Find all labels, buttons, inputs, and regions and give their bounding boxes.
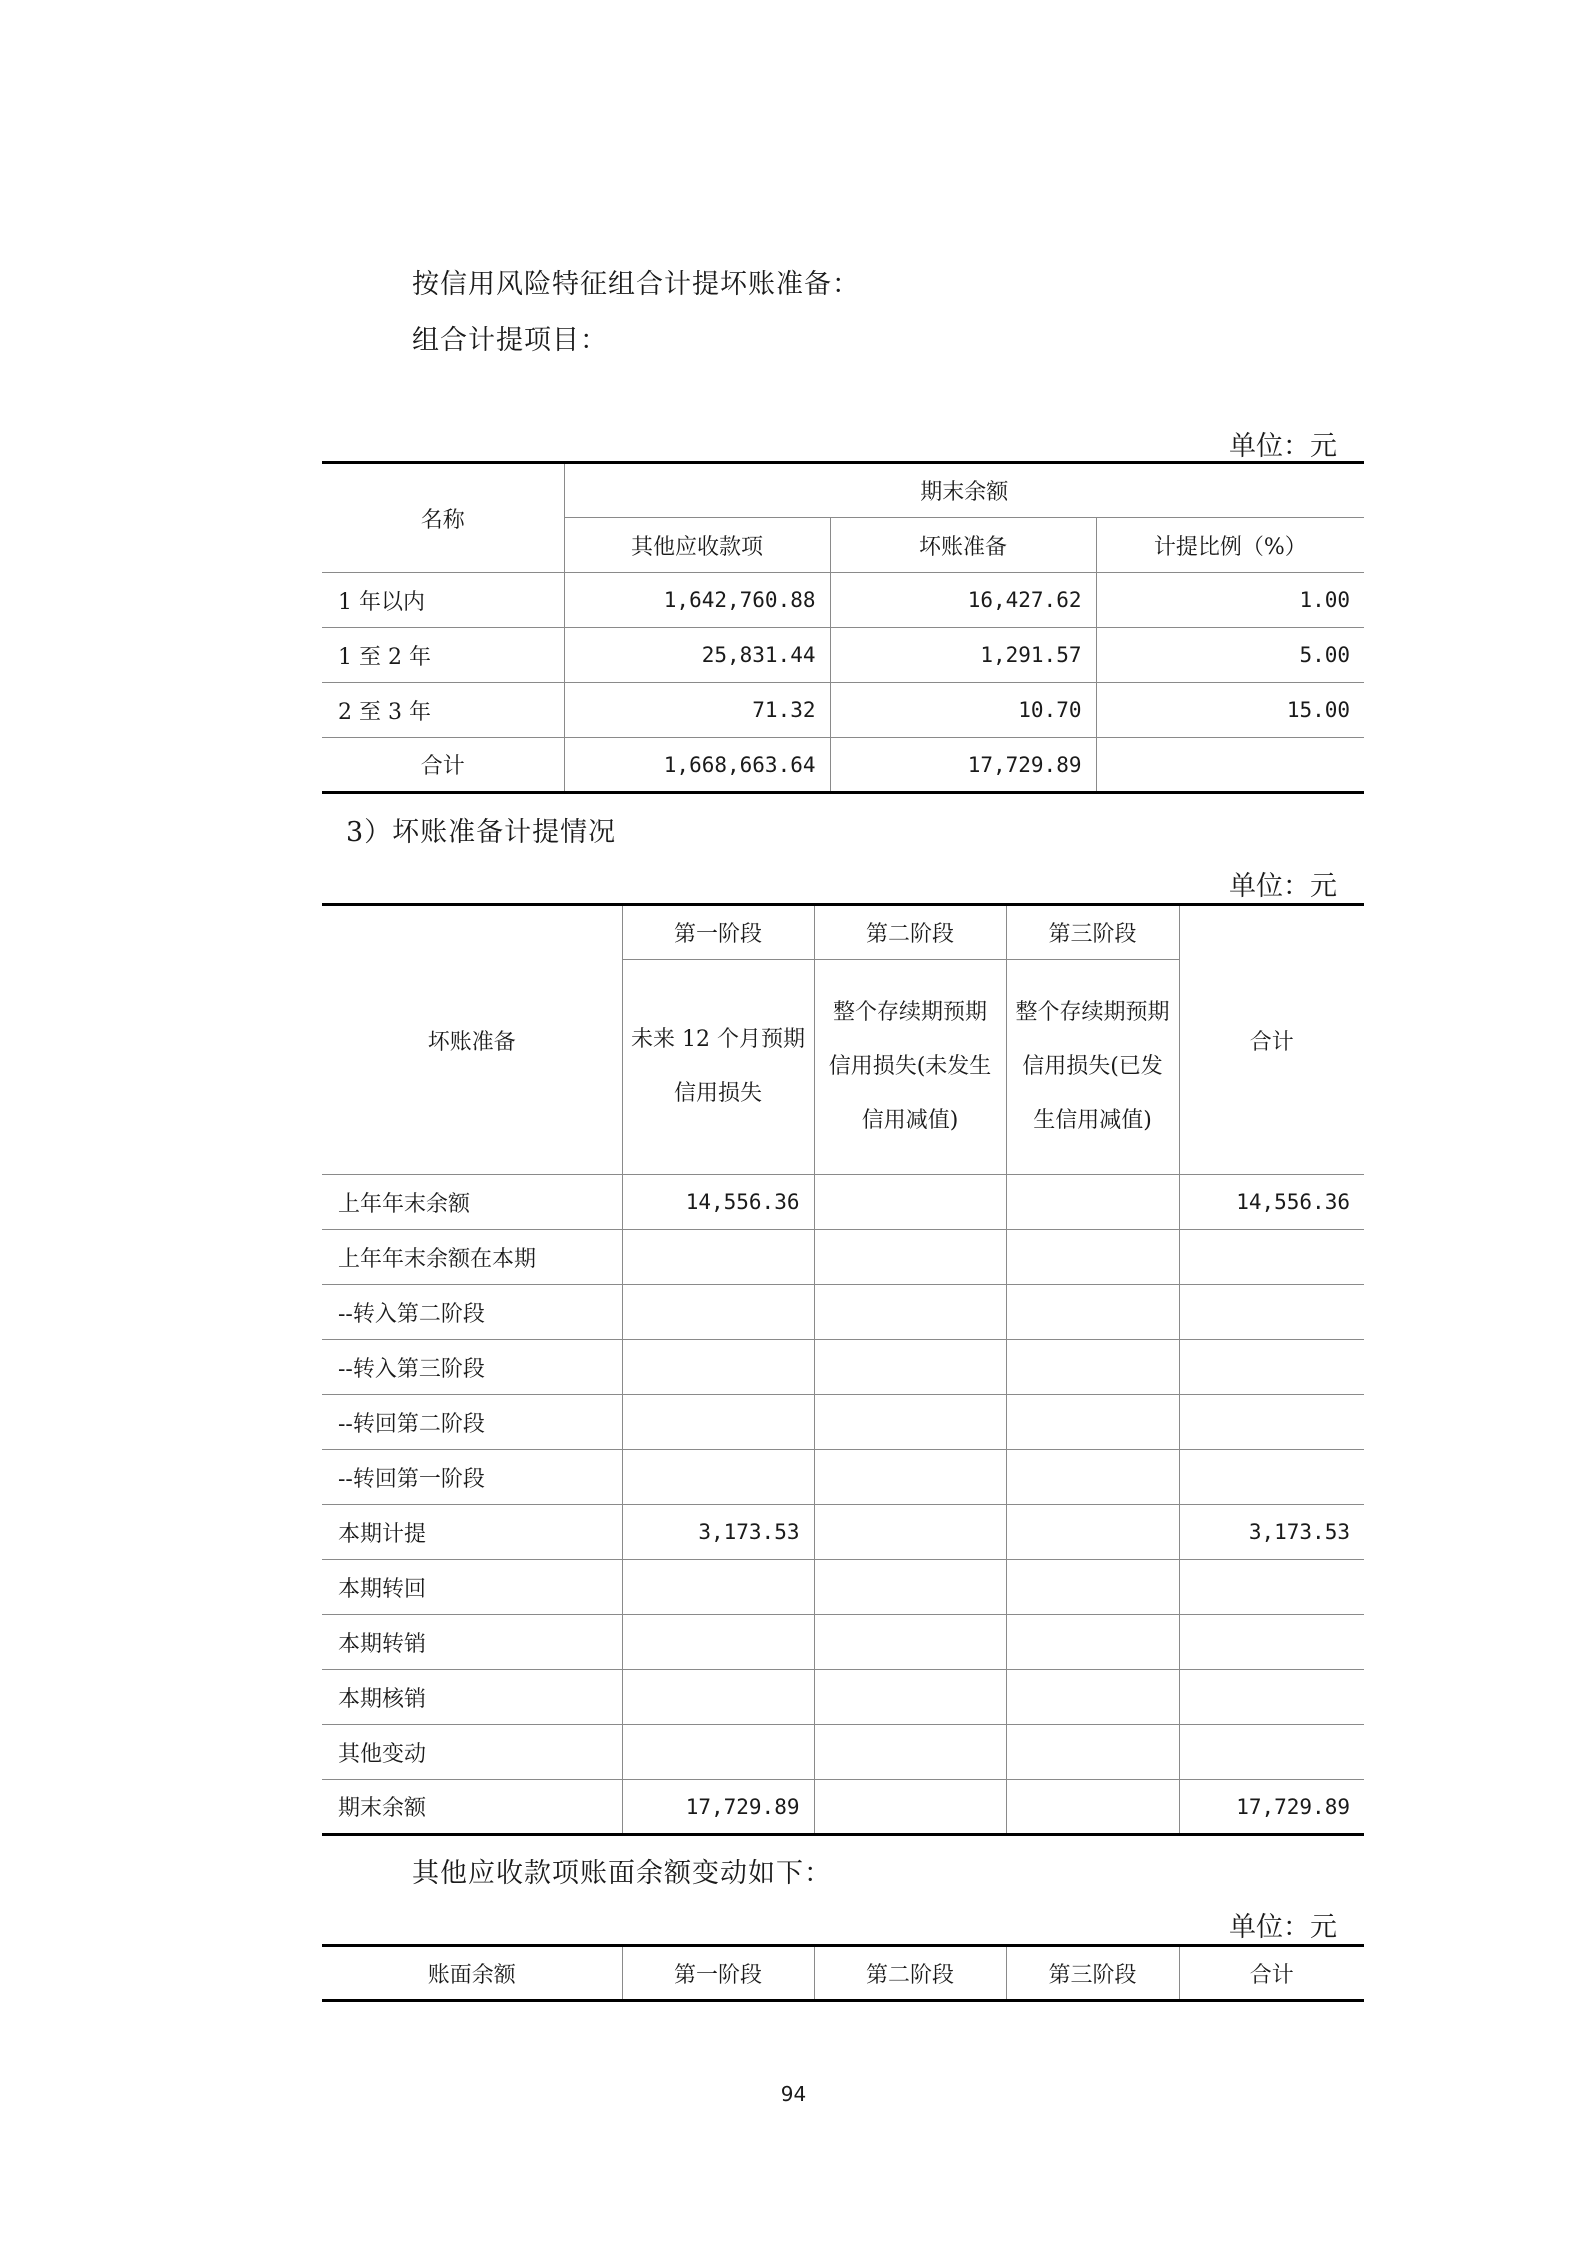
t1-row-col1: 1,642,760.88 [564,573,830,628]
t1-header-col3: 计提比例（%） [1096,518,1364,573]
t2-row-stage1 [622,1285,814,1340]
t2-row-stage3 [1006,1450,1179,1505]
t2-row-stage1 [622,1340,814,1395]
t2-row-name: --转回第二阶段 [322,1395,622,1450]
bad-debt-provision-table [322,903,1364,1836]
t3-header-stage1: 第一阶段 [622,1946,814,2001]
t2-header-stage1: 第一阶段 [622,905,814,960]
t2-row-stage1 [622,1670,814,1725]
t1-header-col1: 其他应收款项 [564,518,830,573]
table3-unit: 单位：元 [1229,1912,1337,1943]
t2-row-name: --转入第二阶段 [322,1285,622,1340]
table-row [322,1725,1364,1780]
table-row [322,1395,1364,1450]
t1-row-col1: 25,831.44 [564,628,830,683]
t2-row-name: 上年年末余额 [322,1175,622,1230]
t1-total-col1: 1,668,663.64 [564,738,830,793]
t2-row-stage1 [622,1395,814,1450]
t2-row-name: 本期核销 [322,1670,622,1725]
t2-row-stage1: 14,556.36 [622,1175,814,1230]
t2-row-stage2 [814,1505,1006,1560]
t3-header-total: 合计 [1179,1946,1364,2001]
t2-row-total [1179,1560,1364,1615]
t2-row-stage3 [1006,1615,1179,1670]
t2-row-stage1 [622,1725,814,1780]
t2-row-total [1179,1230,1364,1285]
table-row [322,1175,1364,1230]
t2-row-stage2 [814,1615,1006,1670]
table-row [322,1780,1364,1835]
table-row [322,1560,1364,1615]
t2-row-name: 本期转销 [322,1615,622,1670]
t1-total-col3 [1096,738,1364,793]
t2-row-stage2 [814,1340,1006,1395]
t1-row-col2: 1,291.57 [830,628,1096,683]
t1-row-name: 2 至 3 年 [322,683,564,738]
t2-row-stage1 [622,1615,814,1670]
t2-row-total [1179,1340,1364,1395]
t2-row-total [1179,1450,1364,1505]
intro-line-2: 组合计提项目： [412,325,608,356]
t1-total-col2: 17,729.89 [830,738,1096,793]
t2-row-stage2 [814,1780,1006,1835]
table-row [322,1230,1364,1285]
table-row [322,1670,1364,1725]
t2-row-total [1179,1285,1364,1340]
t2-row-total [1179,1615,1364,1670]
t2-row-stage1 [622,1560,814,1615]
t1-row-col1: 71.32 [564,683,830,738]
t2-row-stage3 [1006,1395,1179,1450]
t2-row-total [1179,1395,1364,1450]
t2-row-name: 本期转回 [322,1560,622,1615]
t2-row-stage3 [1006,1670,1179,1725]
t2-row-stage3 [1006,1230,1179,1285]
t1-row-name: 1 年以内 [322,573,564,628]
section3-title: 3）坏账准备计提情况 [346,817,617,848]
t2-header-stage1-desc: 未来 12 个月预期信用损失 [622,960,814,1175]
t2-header-total: 合计 [1179,905,1364,1175]
t2-row-name: 本期计提 [322,1505,622,1560]
t1-header-col2: 坏账准备 [830,518,1096,573]
t2-row-total [1179,1670,1364,1725]
t2-row-stage2 [814,1560,1006,1615]
section4-title: 其他应收款项账面余额变动如下： [412,1858,832,1889]
t2-row-stage3 [1006,1175,1179,1230]
t2-header-stage3-desc: 整个存续期预期信用损失(已发生信用减值) [1006,960,1179,1175]
t2-row-total: 3,173.53 [1179,1505,1364,1560]
t2-header-name: 坏账准备 [322,905,622,1175]
t2-row-stage1 [622,1450,814,1505]
t1-row-col3: 5.00 [1096,628,1364,683]
t1-row-col2: 10.70 [830,683,1096,738]
t2-row-stage3 [1006,1725,1179,1780]
t1-row-col3: 1.00 [1096,573,1364,628]
intro-line-1: 按信用风险特征组合计提坏账准备： [412,269,860,300]
t2-row-total: 14,556.36 [1179,1175,1364,1230]
t1-row-col2: 16,427.62 [830,573,1096,628]
table-row [322,1505,1364,1560]
t2-row-stage3 [1006,1340,1179,1395]
t2-row-name: --转回第一阶段 [322,1450,622,1505]
t2-row-stage3 [1006,1285,1179,1340]
t3-header-stage2: 第二阶段 [814,1946,1006,2001]
table-row [322,1450,1364,1505]
t1-total-name: 合计 [322,738,564,793]
table-row-total [322,738,1364,793]
table-row [322,1615,1364,1670]
t2-row-name: --转入第三阶段 [322,1340,622,1395]
table-row [322,683,1364,738]
t2-row-name: 其他变动 [322,1725,622,1780]
t2-row-name: 期末余额 [322,1780,622,1835]
page-number: 94 [780,2082,807,2106]
t1-row-col3: 15.00 [1096,683,1364,738]
provision-portfolio-table [322,461,1364,794]
t2-row-total: 17,729.89 [1179,1780,1364,1835]
table1-unit: 单位：元 [1229,431,1337,462]
t2-row-stage1: 17,729.89 [622,1780,814,1835]
t2-row-name: 上年年末余额在本期 [322,1230,622,1285]
t2-row-stage2 [814,1725,1006,1780]
table-row [322,628,1364,683]
t3-header-name: 账面余额 [322,1946,622,2001]
table2-unit: 单位：元 [1229,871,1337,902]
table-row [322,1285,1364,1340]
table-row [322,573,1364,628]
t2-row-stage2 [814,1670,1006,1725]
t2-row-stage3 [1006,1560,1179,1615]
t2-header-stage3: 第三阶段 [1006,905,1179,960]
t1-header-name: 名称 [322,463,564,573]
book-balance-change-table [322,1944,1364,2002]
t2-row-stage2 [814,1450,1006,1505]
t2-row-stage3 [1006,1780,1179,1835]
t2-row-stage3 [1006,1505,1179,1560]
t2-header-stage2: 第二阶段 [814,905,1006,960]
t2-row-stage1: 3,173.53 [622,1505,814,1560]
t2-row-stage2 [814,1285,1006,1340]
t1-header-group: 期末余额 [564,463,1364,518]
t3-header-stage3: 第三阶段 [1006,1946,1179,2001]
table-row [322,1340,1364,1395]
t2-header-stage2-desc: 整个存续期预期信用损失(未发生信用减值) [814,960,1006,1175]
t2-row-stage2 [814,1230,1006,1285]
t2-row-stage2 [814,1175,1006,1230]
t2-row-stage2 [814,1395,1006,1450]
t2-row-stage1 [622,1230,814,1285]
t1-row-name: 1 至 2 年 [322,628,564,683]
t2-row-total [1179,1725,1364,1780]
